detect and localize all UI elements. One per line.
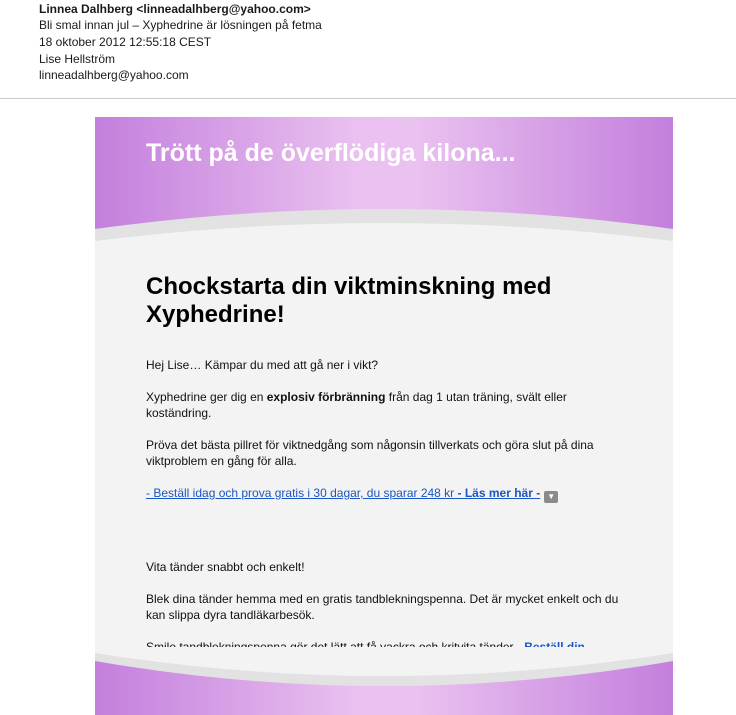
from-value[interactable]: Linnea Dalhberg <linneadalhberg@yahoo.com> <box>39 2 311 16</box>
spacer <box>146 519 626 559</box>
order-link[interactable]: - Beställ idag och prova gratis i 30 dagar, du sparar 248 kr <box>146 486 455 500</box>
bottom-banner <box>95 647 673 715</box>
intro-paragraph <box>146 389 626 421</box>
teeth-heading: Vita tänder snabbt och enkelt! <box>146 560 305 574</box>
mail-header <box>0 0 736 99</box>
chevron-down-icon[interactable]: ▼ <box>544 491 558 503</box>
top-banner <box>95 117 673 257</box>
greeting-paragraph: Hej Lise… Kämpar du med att gå ner i vikt? <box>146 358 379 372</box>
bottom-banner-art <box>95 647 673 715</box>
intro-bold: explosiv förbränning <box>266 390 386 404</box>
headline: Chockstarta din viktminskning med Xyphedrine! <box>146 273 552 328</box>
intro-text: Xyphedrine ger dig en <box>146 390 267 404</box>
order-link-paragraph <box>146 485 626 503</box>
read-more-link[interactable]: - Läs mer här - <box>454 486 541 500</box>
email-card <box>95 117 673 715</box>
banner-title: Trött på de överflödiga kilona... <box>146 139 516 167</box>
to-value[interactable]: Lise Hellström <box>39 52 116 66</box>
teeth-paragraph: Blek dina tänder hemma med en gratis tandblekningspenna. Det är mycket enkelt och du kan slippa dyra tandläkarbesök. <box>146 592 619 622</box>
date-value: 18 oktober 2012 12:55:18 CEST <box>39 35 212 49</box>
intro-text-end: från dag 1 utan träning, svält eller koständring. <box>146 390 567 420</box>
reply-value[interactable]: linneadalhberg@yahoo.com <box>39 68 189 82</box>
email-content <box>146 273 626 687</box>
banner-curve <box>95 117 673 257</box>
offer-paragraph: Pröva det bästa pillret för viktnedgång som någonsin tillverkats och göra slut på dina viktproblem en gång för alla. <box>146 438 594 468</box>
subject-value: Bli smal innan jul – Xyphedrine är lösningen på fetma <box>39 18 322 32</box>
